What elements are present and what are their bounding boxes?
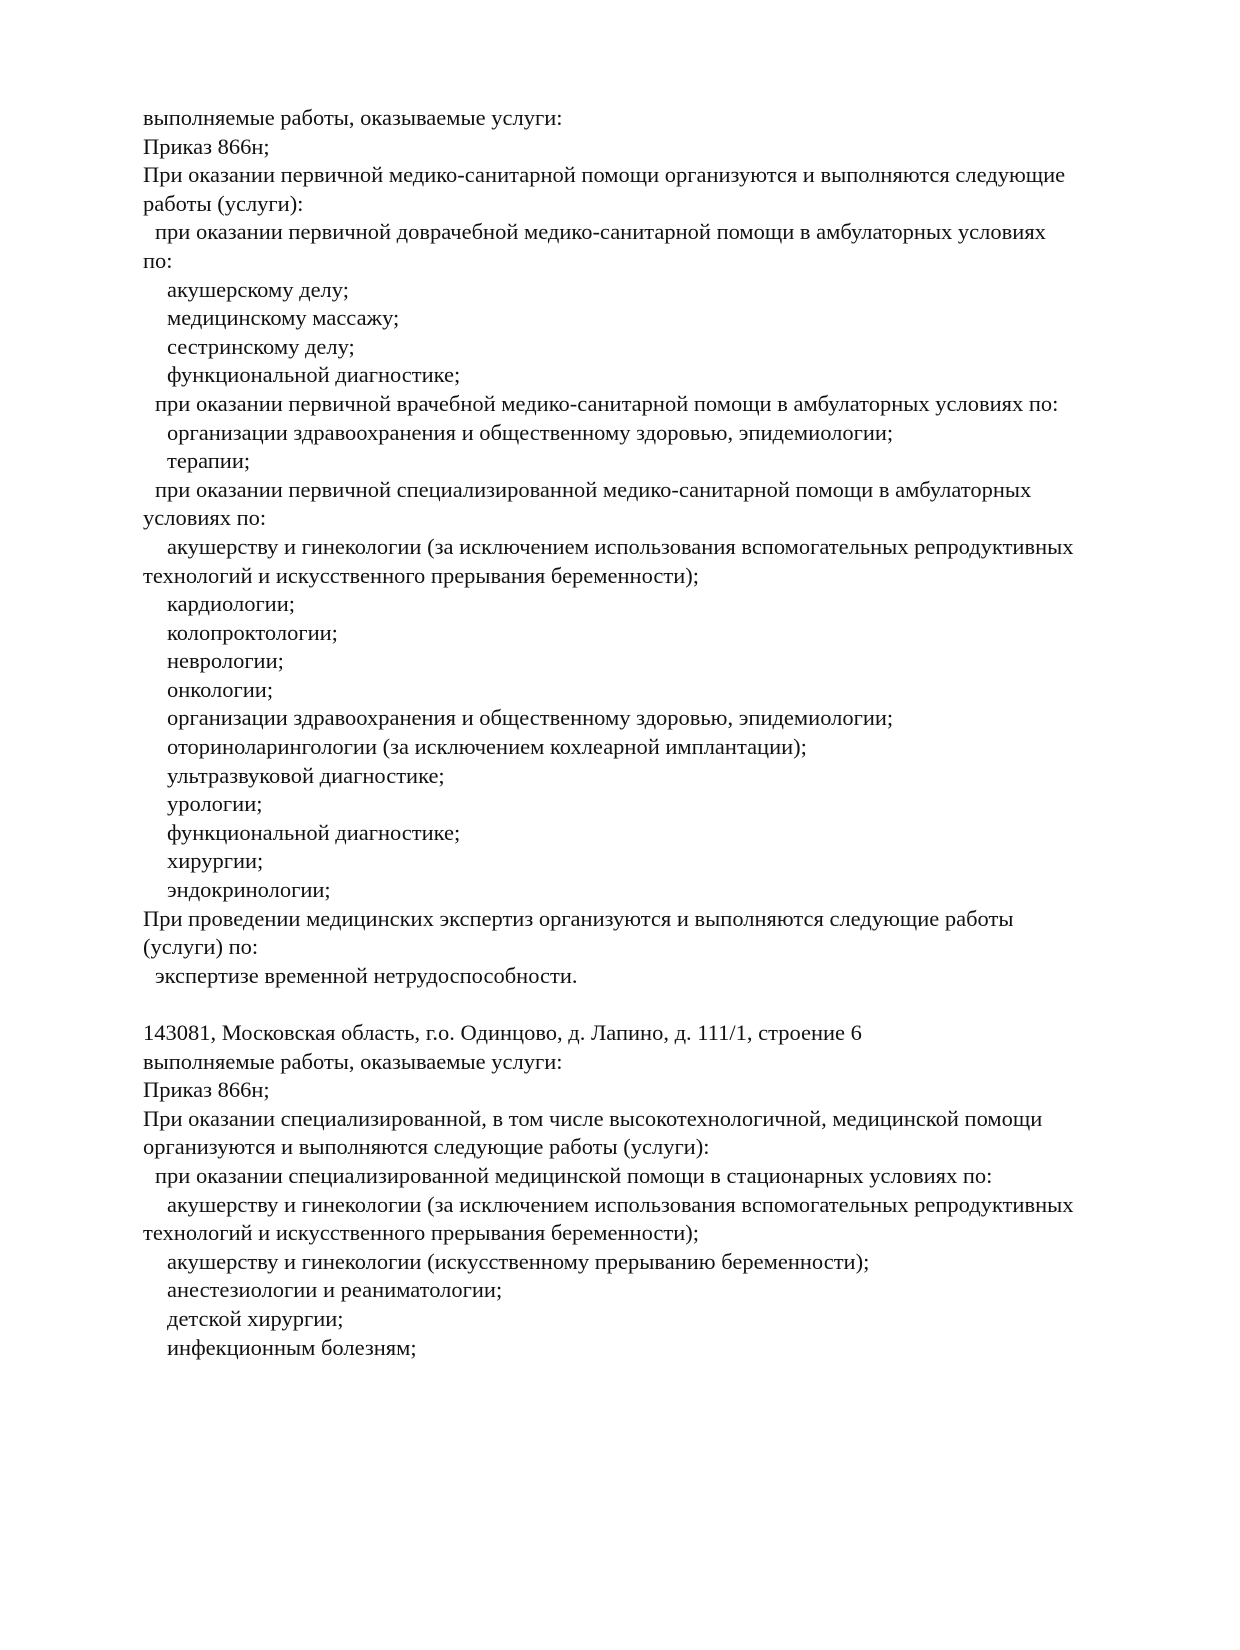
text-line: функциональной диагностике; (167, 362, 461, 388)
text-line: выполняемые работы, оказываемые услуги: (143, 105, 563, 130)
text-line: акушерству и гинекологии (за исключением использования вспомогательных репродуктивных (167, 1191, 1074, 1217)
text-line: Приказ 866н; (143, 133, 270, 159)
text-line: по: (143, 247, 173, 273)
text-line: неврологии; (167, 648, 284, 674)
text-line: онкологии; (167, 676, 274, 702)
text-line: терапии; (167, 448, 251, 474)
text-line: анестезиологии и реаниматологии; (167, 1277, 503, 1303)
text-line: акушерству и гинекологии (искусственному прерыванию беременности); (167, 1248, 870, 1274)
text-line: детской хирургии; (167, 1305, 344, 1331)
text-line: при оказании первичной доврачебной медико-санитарной помощи в амбулаторных условиях (155, 219, 1046, 245)
text-line: экспертизе временной нетрудоспособности. (155, 962, 578, 988)
text-line: организуются и выполняются следующие работы (услуги): (143, 1134, 710, 1160)
text-line: при оказании специализированной медицинской помощи в стационарных условиях по: (155, 1162, 993, 1188)
text-line: Приказ 866н; (143, 1077, 270, 1103)
text-line: акушерскому делу; (167, 276, 349, 302)
text-line: При оказании специализированной, в том числе высокотехнологичной, медицинской помощи (143, 1105, 1043, 1131)
text-line: оториноларингологии (за исключением кохлеарной имплантации); (167, 734, 807, 760)
text-line: организации здравоохранения и общественному здоровью, эпидемиологии; (167, 419, 894, 445)
text-line: хирургии; (167, 848, 264, 874)
text-line: выполняемые работы, оказываемые услуги: (143, 1048, 563, 1074)
text-line: технологий и искусственного прерывания беременности); (143, 1220, 700, 1246)
text-line: работы (услуги): (143, 190, 304, 216)
text-line: инфекционным болезням; (167, 1334, 417, 1360)
section-services-lapino-address (143, 1019, 1163, 1362)
text-line: условиях по: (143, 505, 267, 531)
text-line: сестринскому делу; (167, 333, 355, 359)
section-services-outpatient (143, 104, 1163, 990)
text-line: медицинскому массажу; (167, 305, 400, 331)
text-line: колопроктологии; (167, 619, 338, 645)
text-line: технологий и искусственного прерывания беременности); (143, 562, 700, 588)
text-line: эндокринологии; (167, 877, 331, 903)
text-line: организации здравоохранения и общественному здоровью, эпидемиологии; (167, 705, 894, 731)
text-line: кардиологии; (167, 591, 296, 617)
text-line: 143081, Московская область, г.о. Одинцово, д. Лапино, д. 111/1, строение 6 (143, 1020, 862, 1045)
text-line: функциональной диагностике; (167, 819, 461, 845)
text-line: (услуги) по: (143, 934, 259, 960)
text-line: При проведении медицинских экспертиз организуются и выполняются следующие работы (143, 905, 1014, 931)
text-line: ультразвуковой диагностике; (167, 762, 445, 788)
text-line: при оказании первичной врачебной медико-санитарной помощи в амбулаторных условиях по: (155, 390, 1059, 416)
text-line: акушерству и гинекологии (за исключением использования вспомогательных репродуктивных (167, 533, 1074, 559)
section-gap (143, 990, 1163, 1019)
text-line: при оказании первичной специализированной медико-санитарной помощи в амбулаторных (155, 476, 1032, 502)
text-line: При оказании первичной медико-санитарной помощи организуются и выполняются следующие (143, 162, 1066, 188)
text-line: урологии; (167, 791, 263, 817)
document-page (143, 104, 1163, 1362)
